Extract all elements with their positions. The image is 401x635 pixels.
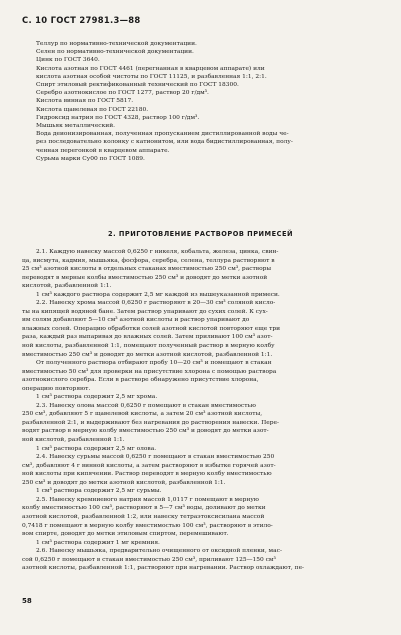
body-line: 1 см³ каждого раствора содержит 2,5 мг каждой из вышеуказанной примеси. [36,291,280,298]
body-line: 2.6. Навеску мышьяка, предварительно очищенного от оксидной пленки, мас- [36,548,282,555]
body-line: 1 см³ раствора содержит 2,5 мг олова. [36,445,157,452]
materials-line: Гидроксид натрия по ГОСТ 4328, раствор 100 г/дм³. [36,114,200,121]
body-line: ной кислоты, разбавленной 1:1, помещают полученный раствор в мерную колбу [22,343,275,350]
body-line: колбу вместимостью 100 см³, растворяют в 5—7 см³ воды, доливают до метки [22,505,266,512]
body-line: см³, добавляют 4 г винной кислоты, а затем растворяют в избытке горячей азот- [22,462,276,469]
materials-line: Кислота щавелевая по ГОСТ 22180. [36,106,149,113]
body-line: 2.5. Навеску кремниевого натрия массой 1,0117 г помещают в мерную [36,496,259,503]
materials-line: Спирт этиловый ректификованный технический по ГОСТ 18300. [36,82,239,89]
body-line: 1 см³ раствора содержит 2,5 мг хрома. [36,394,158,401]
materials-line: Селен по нормативно-технической документации. [36,49,194,56]
section-body [22,248,386,573]
materials-list [36,40,386,163]
body-line: влажных солей. Операцию обработки солей азотной кислотой повторяют еще три [22,325,281,332]
body-line: кислотой, разбавленной 1:1. [22,283,112,290]
materials-line: рез последовательно колонку с катионитом, или вода бидистиллированная, полу- [36,139,293,146]
body-line: раза, каждый раз выпаривая до влажных солей. Затем приливают 100 см³ азот- [22,334,273,341]
body-line: разбавленной 2:1, и выдерживают без нагревания до растворения навески. Пере- [22,419,280,426]
body-line: 25 см³ азотной кислоты в отдельных стаканах вместимостью 250 см³, растворы [22,266,272,273]
body-line: водят раствор в мерную колбу вместимостью 250 см³ и доводят до метки азот- [22,428,269,435]
body-line: 1 см³ раствора содержит 1 мг кремния. [36,539,160,546]
body-line: переводят в мерные колбы вместимостью 250 см³ и доводят до метки азотной [22,274,268,281]
body-line: вместимостью 50 см³ для проверки на присутствие хлорона с помощью раствора [22,368,277,375]
materials-line: Кислота азотная по ГОСТ 4461 (перегнанная в кварцевом аппарате) или [36,65,265,72]
body-line: ты на кипящей водяной бане. Затем раствор упаривают до сухих солей. К сух- [22,308,268,315]
materials-line: Серебро азотнокислое по ГОСТ 1277, раствор 20 г/дм³. [36,90,209,97]
body-line: ца, висмута, кадмия, мышьяка, фосфора, серебра, селена, теллура растворяют в [22,257,275,264]
body-line: 0,7418 г помещают в мерную колбу вместимостью 100 см³, растворяют в этило- [22,522,273,529]
body-line: 2.3. Навеску олова массой 0,6250 г помещают в стакан вместимостью [36,402,256,409]
section-title: 2. ПРИГОТОВЛЕНИЕ РАСТВОРОВ ПРИМЕСЕЙ [108,230,293,238]
page-header: С. 10 ГОСТ 27981.3—88 [22,15,141,25]
body-line: 250 см³, добавляют 5 г щавелевой кислоты, а затем 20 см³ азотной кислоты, [22,411,263,418]
materials-line: ченная перегонкой в кварцевом аппарате. [36,147,170,154]
body-line: 2.4. Навеску сурьмы массой 0,6250 г помещают в стакан вместимостью 250 [36,454,275,461]
body-line: 2.1. Каждую навеску массой 0,6250 г никеля, кобальта, железа, цинка, свин- [36,249,279,255]
body-line: им солям добавляют 5—10 см³ азотной кислоты и раствор упаривают до [22,317,250,324]
materials-line: кислота азотная особой чистоты по ГОСТ 11125, и разбавленная 1:1, 2:1. [36,73,267,80]
body-line: азотнокислого серебра. Если в растворе обнаружено присутствие хлорона, [22,377,259,384]
materials-line: Кислота винная по ГОСТ 5817. [36,98,134,105]
materials-line: Сурьма марки Су00 по ГОСТ 1089. [36,155,145,162]
body-line: От полученного раствора отбирают пробу 10—20 см³ и помещают в стакан [36,360,272,367]
body-line: 2.2. Навеску хрома массой 0,6250 г растворяют в 20—30 см³ соляной кисло- [36,300,276,307]
body-line: ной кислотой, разбавленной 1:1. [22,437,125,444]
materials-line: Теллур по нормативно-технической документации. [36,41,197,47]
body-line: вом спирте, доводят до метки этиловым спиртом, перемешивают. [22,531,229,538]
body-line: азотной кислотой, разбавленной 1:2, или навеску тетраэтоксисилана массой [22,513,265,520]
body-line: сой 0,6250 г помещают в стакан вместимостью 250 см³, приливают 125—150 см³ [22,556,276,563]
body-line: вместимостью 250 см³ и доводят до метки азотной кислотой, разбавленной 1:1. [22,351,273,358]
materials-line: Цинк по ГОСТ 3640. [36,57,100,64]
body-line: 250 см³ и доводят до метки азотной кислотой, разбавленной 1:1. [22,479,226,486]
body-line: операцию повторяют. [22,385,91,392]
body-line: азотной кислоты, разбавленной 1:1, растворяют при нагревании. Раствор охлаждают, пе- [22,565,305,572]
body-line: ной кислоты при кипячении. Раствор переводят в мерную колбу вместимостью [22,471,272,478]
page-number: 58 [22,597,32,605]
materials-line: Вода деионизированная, полученная пропусканием дистиллированной воды че- [36,131,289,138]
body-line: 1 см³ раствора содержит 2,5 мг сурьмы. [36,488,162,495]
materials-line: Мышьяк металлический. [36,123,116,130]
